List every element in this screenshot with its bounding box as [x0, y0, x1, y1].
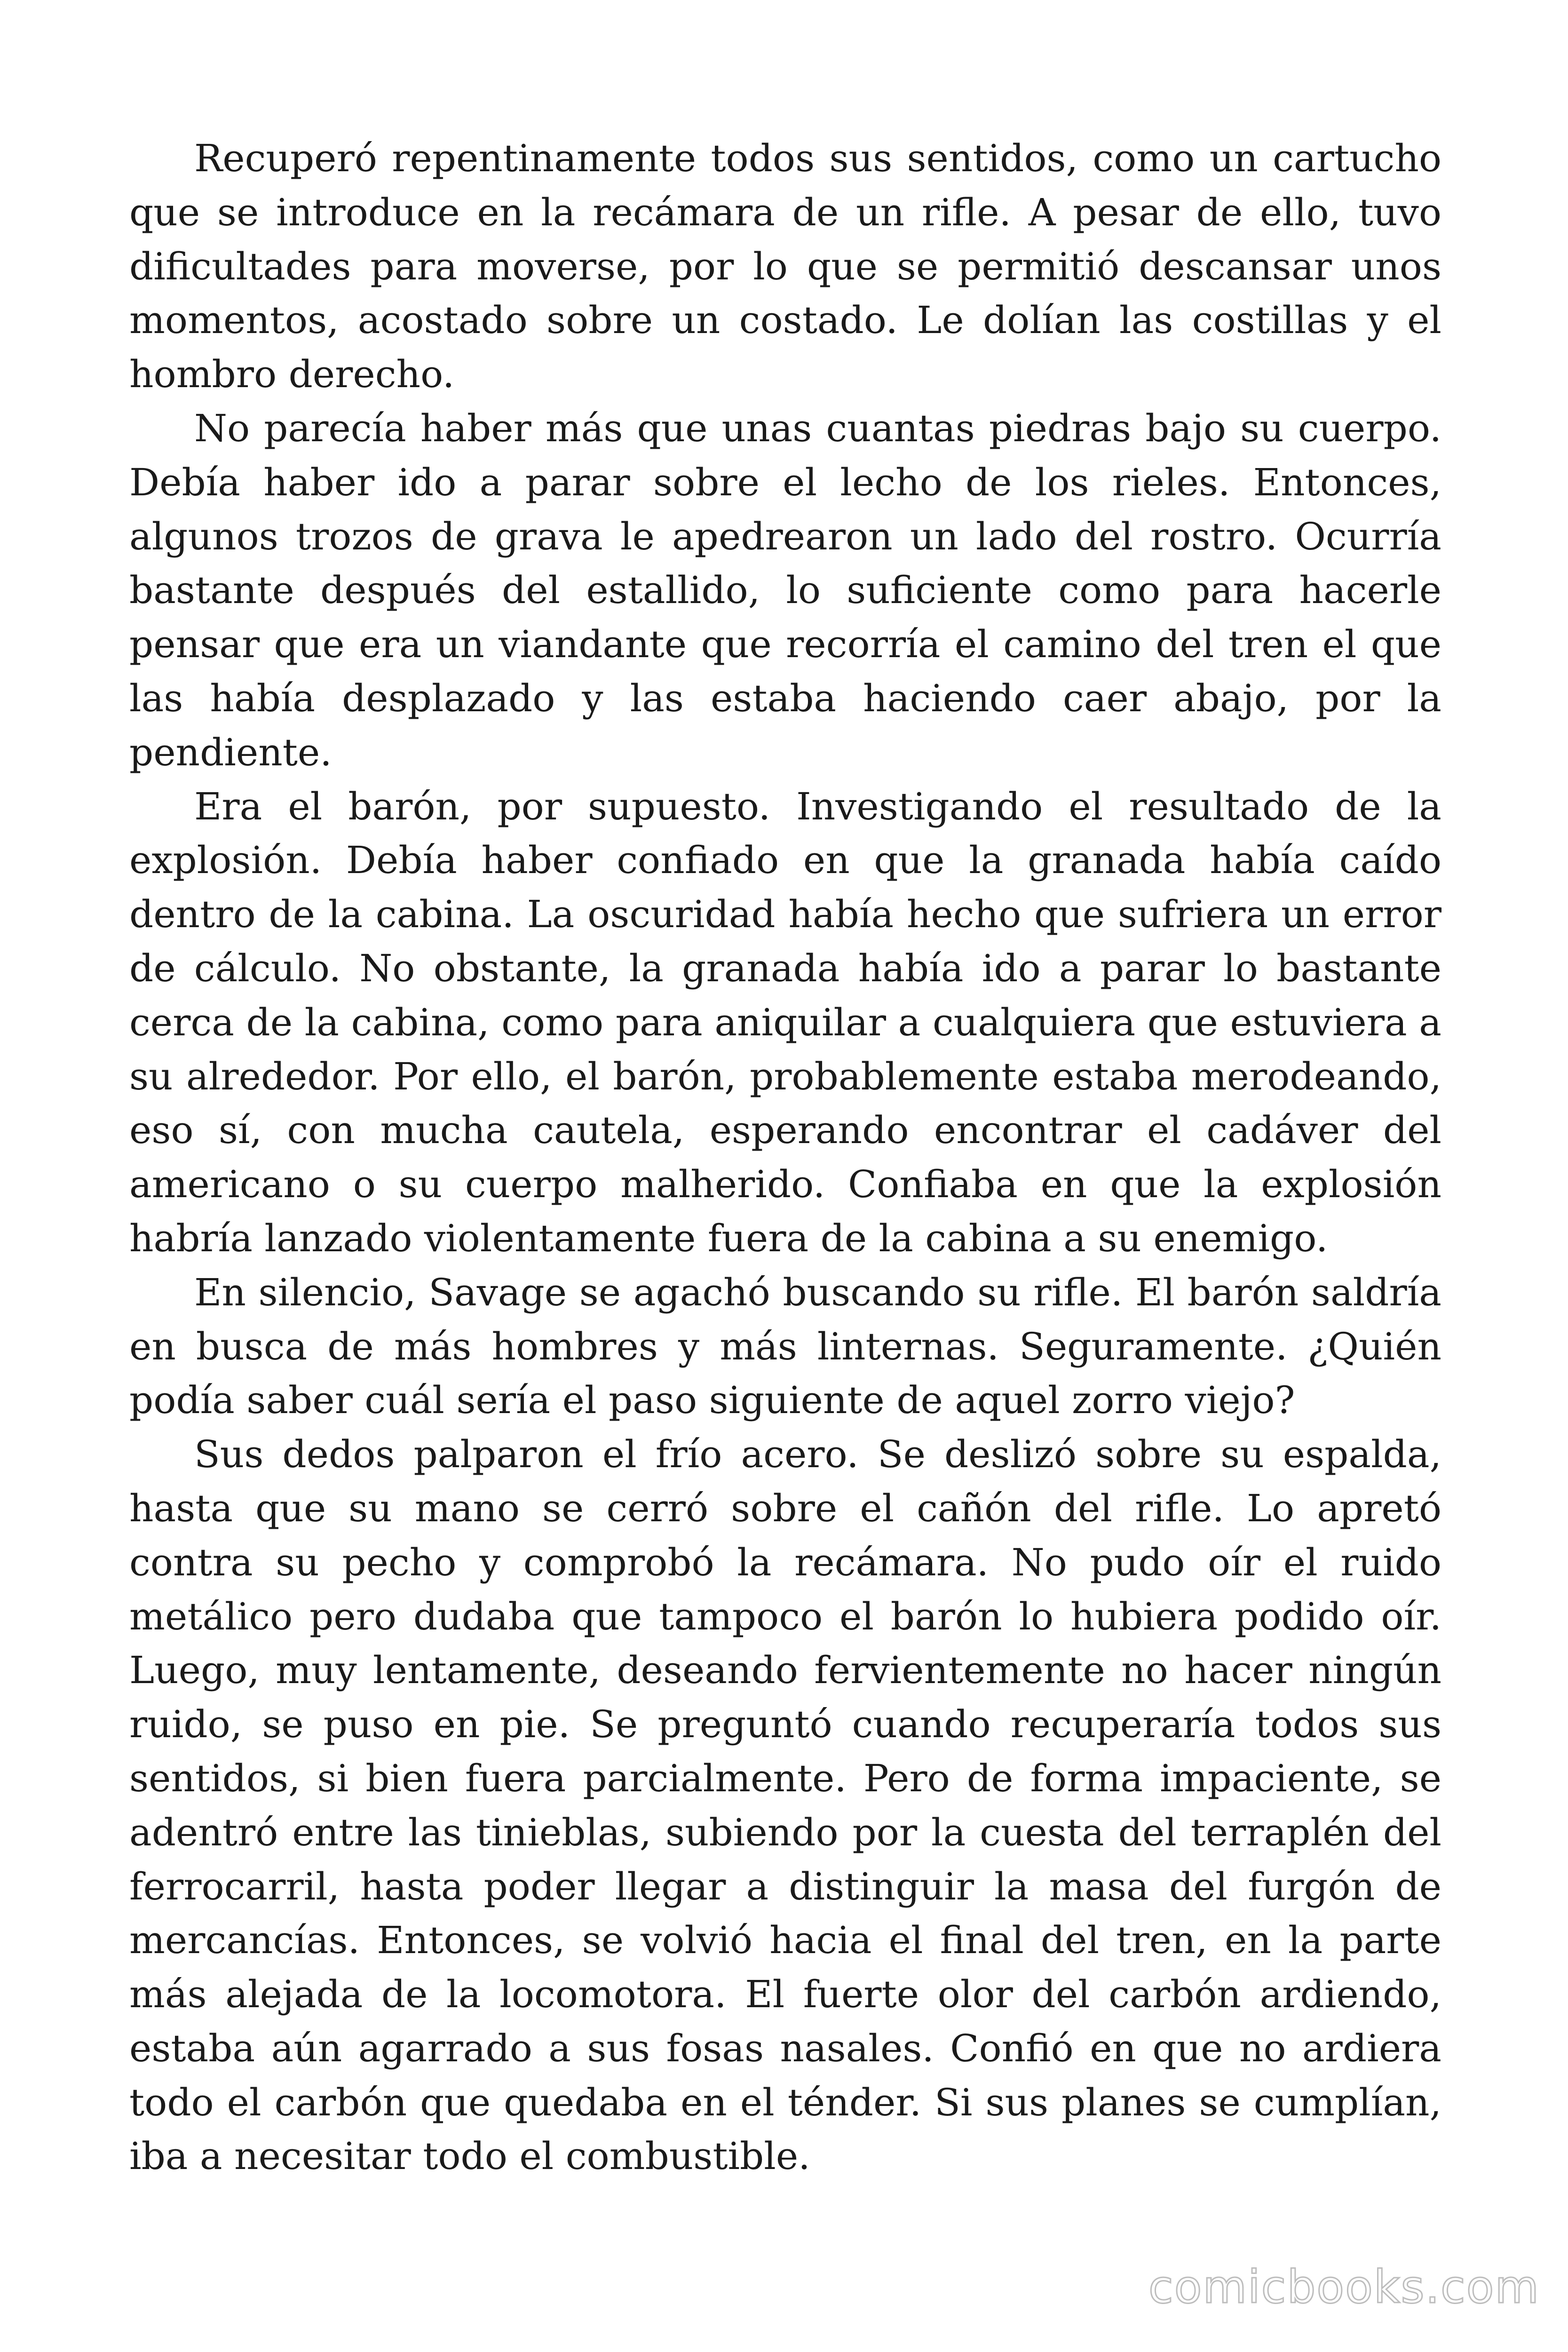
paragraph-5: Sus dedos palparon el frío acero. Se deslizó sobre su espalda, hasta que su mano se cerró sobre el cañón del rifle. Lo apretó contra su pecho y comprobó la recámara. No pudo oír el ruido metálico pero dudaba que tampoco el barón lo hubiera podido oír. Luego, muy lentamente, deseando fervientemente no hacer ningún ruido, se puso en pie. Se preguntó cuando recuperaría todos sus sentidos, si bien fuera parcialmente. Pero de forma impaciente, se adentró entre las tinieblas, subiendo por la cuesta del terraplén del ferrocarril, hasta poder llegar a distinguir la masa del furgón de mercancías. Entonces, se volvió hacia el final del tren, en la parte más alejada de la locomotora. El fuerte olor del carbón ardiendo, estaba aún agarrado a sus fosas nasales. Confió en que no ardiera todo el carbón que quedaba en el ténder. Si sus planes se cumplían, iba a necesitar todo el combustible. — [129, 1432, 1441, 2178]
paragraph-4: En silencio, Savage se agachó buscando su rifle. El barón saldría en busca de más hombres y más linternas. Seguramente. ¿Quién podía saber cuál sería el paso siguiente de aquel zorro viejo? — [129, 1270, 1441, 1422]
paragraph-2: No parecía haber más que unas cuantas piedras bajo su cuerpo. Debía haber ido a parar sobre el lecho de los rieles. Entonces, algunos trozos de grava le apedrearon un lado del rostro. Ocurría bastante después del estallido, lo suficiente como para hacerle pensar que era un viandante que recorría el camino del tren el que las había desplazado y las estaba haciendo caer abajo, por la pendiente. — [129, 406, 1441, 774]
watermark: comicbooks.com — [1148, 2261, 1540, 2313]
paragraph-1: Recuperó repentinamente todos sus sentidos, como un cartucho que se introduce en la recámara de un rifle. A pesar de ello, tuvo dificultades para moverse, por lo que se permitió descansar unos momentos, acostado sobre un costado. Le dolían las costillas y el hombro derecho. — [129, 136, 1441, 397]
page-body — [129, 132, 1441, 2184]
paragraph-3: Era el barón, por supuesto. Investigando el resultado de la explosión. Debía haber confiado en que la granada había caído dentro de la cabina. La oscuridad había hecho que sufriera un error de cálculo. No obstante, la granada había ido a parar lo bastante cerca de la cabina, como para aniquilar a cualquiera que estuviera a su alrededor. Por ello, el barón, probablemente estaba merodeando, eso sí, con mucha cautela, esperando encontrar el cadáver del americano o su cuerpo malherido. Confiaba en que la explosión habría lanzado violentamente fuera de la cabina a su enemigo. — [129, 784, 1441, 1260]
